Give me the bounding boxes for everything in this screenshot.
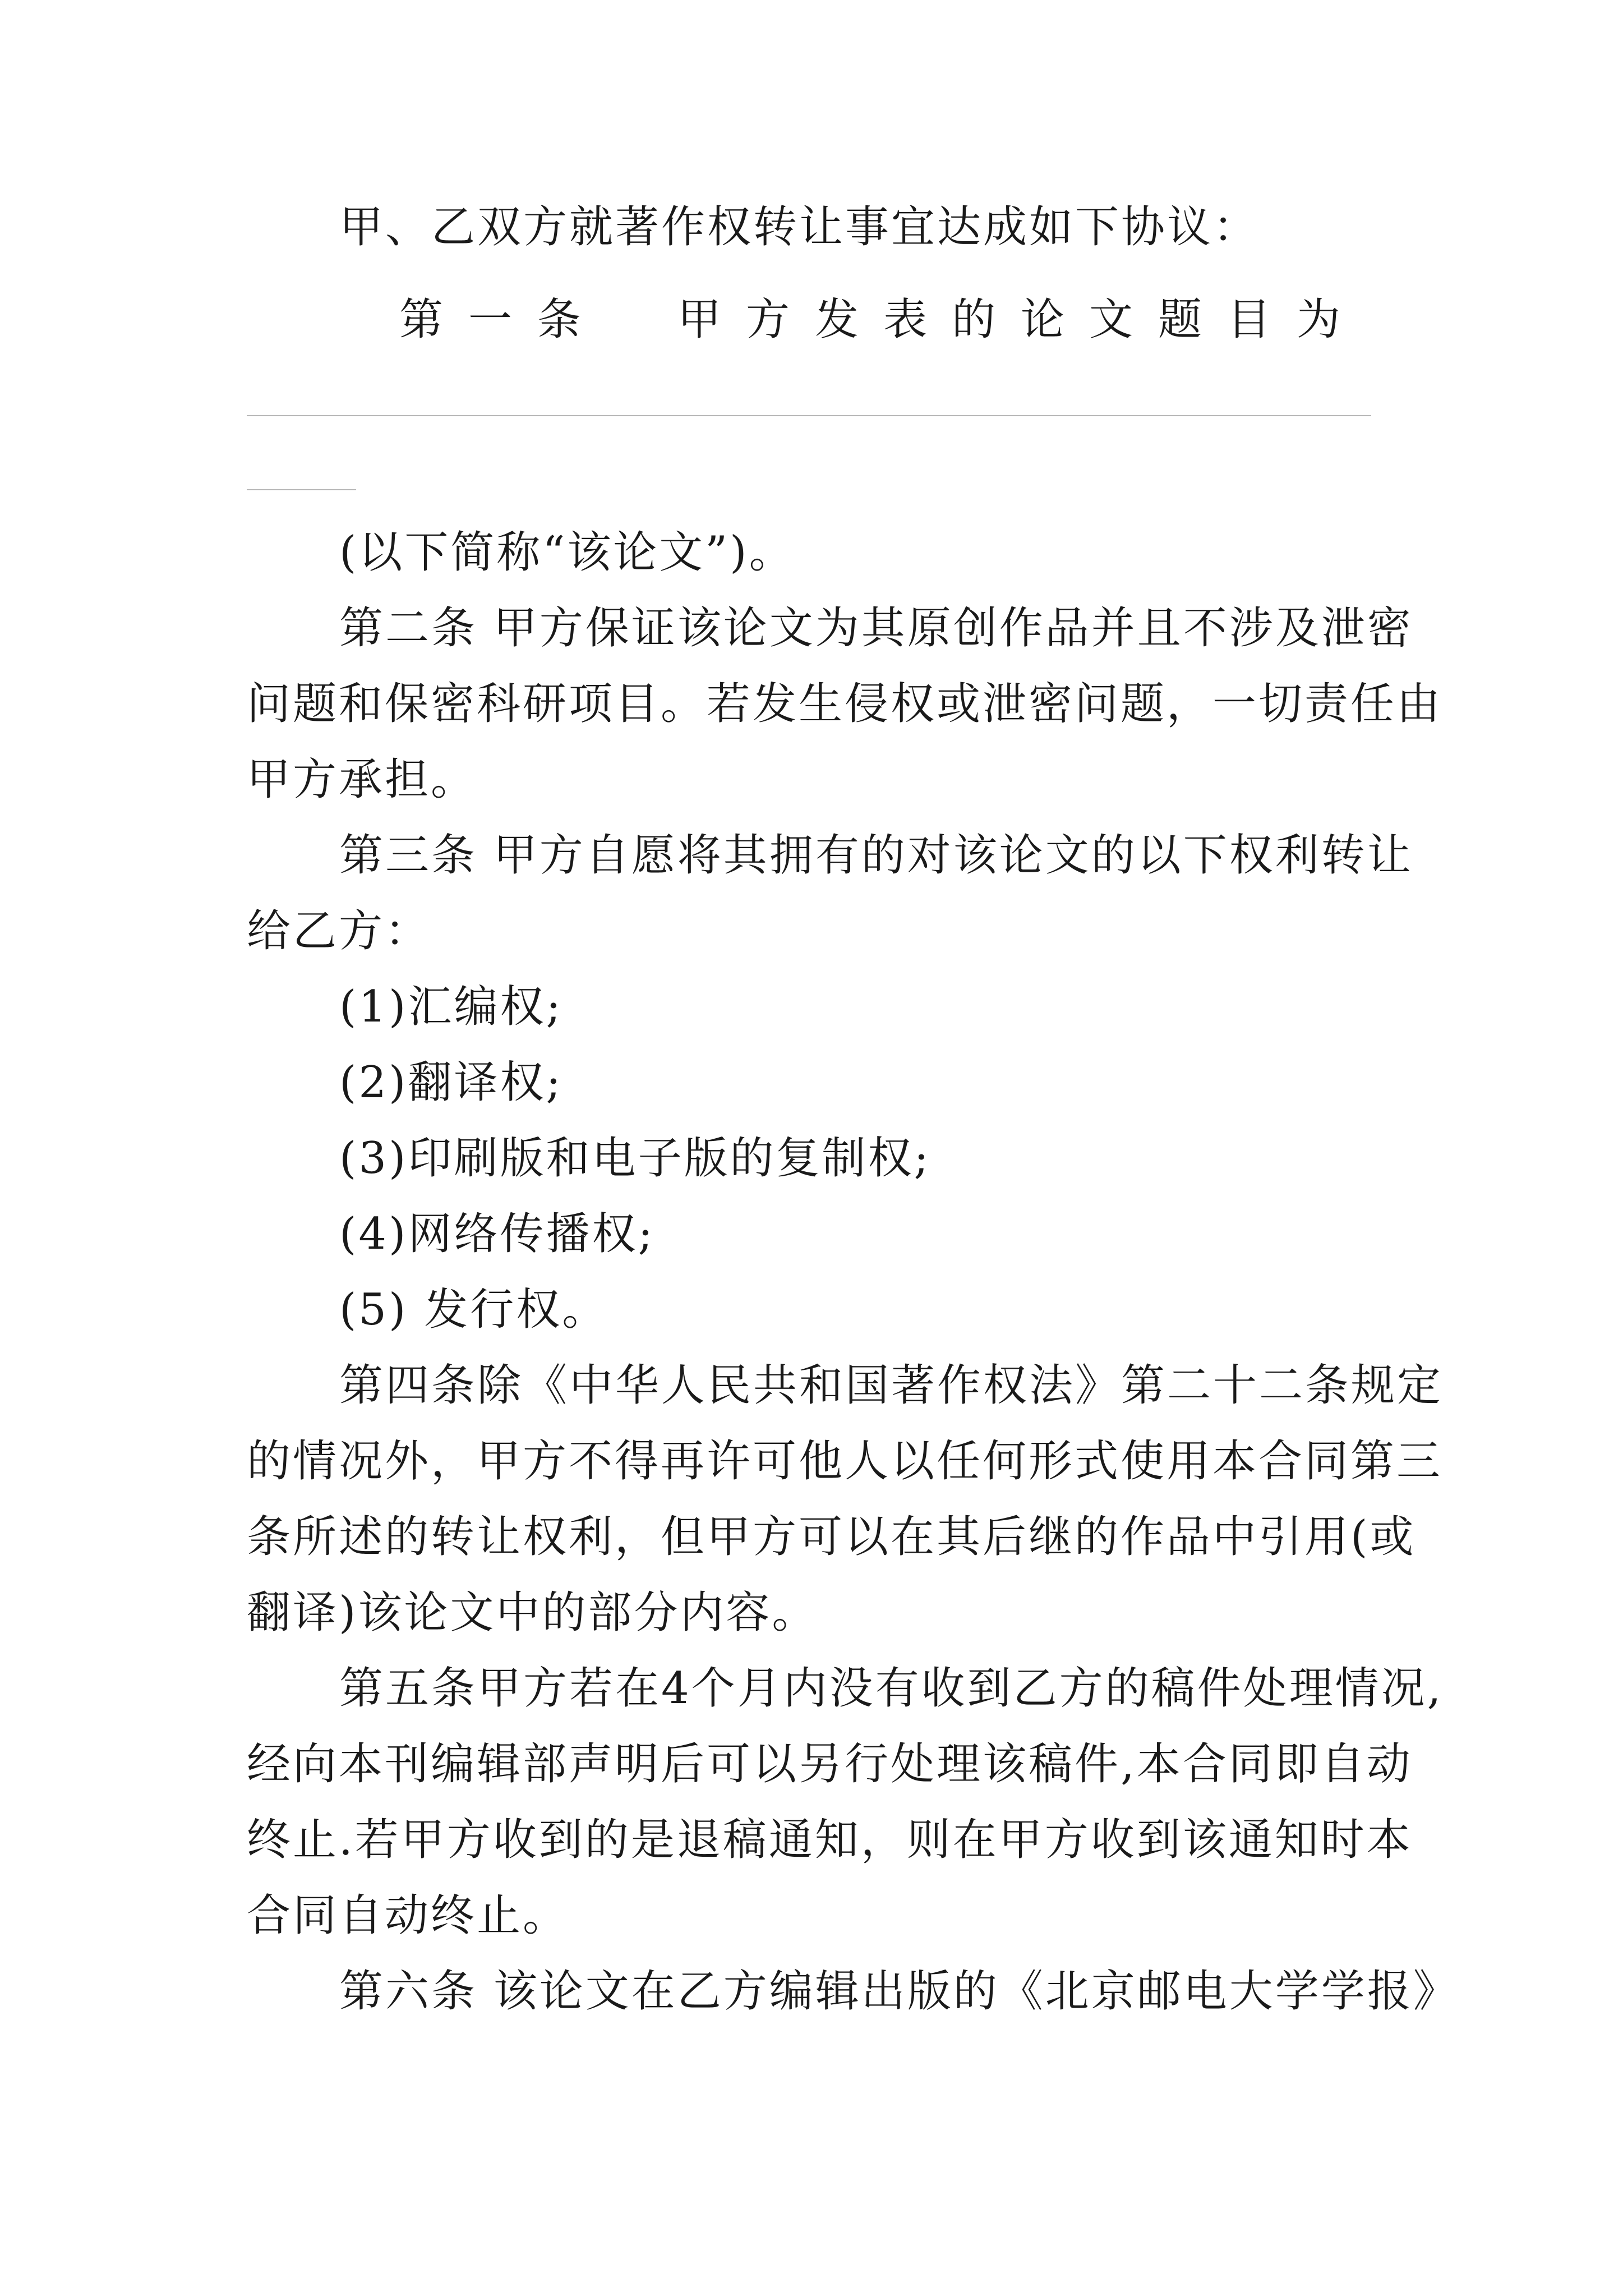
article-1-char: 的 <box>952 295 996 345</box>
article-4-line: 的情况外，甲方不得再许可他人以任何形式使用本合同第三 <box>247 1436 1443 1487</box>
article-3-line: 第三条 甲方自愿将其拥有的对该论文的以下权利转让 <box>339 830 1413 881</box>
article-1-char: 题 <box>1158 295 1202 345</box>
article-1-char: 第 <box>399 295 444 345</box>
article-1-char: 目 <box>1227 295 1271 345</box>
article-1-char: 论 <box>1021 295 1065 345</box>
article-4-line: 条所述的转让权利，但甲方可以在其后继的作品中引用(或 <box>247 1512 1416 1562</box>
article-1-char: 一 <box>468 295 513 345</box>
article-1-char: 甲 <box>677 295 722 345</box>
article-1-char: 文 <box>1089 295 1133 345</box>
rights-item: (1)汇编权; <box>339 982 563 1032</box>
article-2-line: 甲方承担。 <box>247 754 477 805</box>
article-2-line: 第二条 甲方保证该论文为其原创作品并且不涉及泄密 <box>339 603 1413 654</box>
article-1-char: 为 <box>1297 295 1341 345</box>
article-1-tail: (以下简称“该论文”)。 <box>339 527 795 578</box>
article-1-char: 表 <box>883 295 928 345</box>
rights-item: (5) 发行权。 <box>339 1285 608 1335</box>
rights-item: (2)翻译权; <box>339 1057 563 1108</box>
title-blank-line-short <box>247 489 356 490</box>
article-4-line: 翻译)该论文中的部分内容。 <box>247 1588 818 1638</box>
article-1-char: 条 <box>537 295 582 345</box>
intro-paragraph: 甲、乙双方就著作权转让事宜达成如下协议： <box>339 202 1260 252</box>
article-1-char: 方 <box>746 295 790 345</box>
article-5-line: 经向本刊编辑部声明后可以另行处理该稿件,本合同即自动 <box>247 1739 1413 1789</box>
article-2-line: 问题和保密科研项目。若发生侵权或泄密问题，一切责任由 <box>247 679 1443 729</box>
article-4-line: 第四条除《中华人民共和国著作权法》第二十二条规定 <box>339 1360 1444 1411</box>
rights-item: (4)网络传播权; <box>339 1209 655 1259</box>
title-blank-line <box>247 415 1371 416</box>
article-1-char: 发 <box>815 295 859 345</box>
rights-item: (3)印刷版和电子版的复制权; <box>339 1133 931 1184</box>
article-5-line: 第五条甲方若在4个月内没有收到乙方的稿件处理情况, <box>339 1663 1444 1714</box>
article-3-line: 给乙方： <box>247 906 431 956</box>
article-5-line: 终止.若甲方收到的是退稿通知，则在甲方收到该通知时本 <box>247 1815 1413 1865</box>
article-5-line: 合同自动终止。 <box>247 1890 569 1941</box>
article-6-line: 第六条 该论文在乙方编辑出版的《北京邮电大学学报》 <box>339 1966 1459 2017</box>
